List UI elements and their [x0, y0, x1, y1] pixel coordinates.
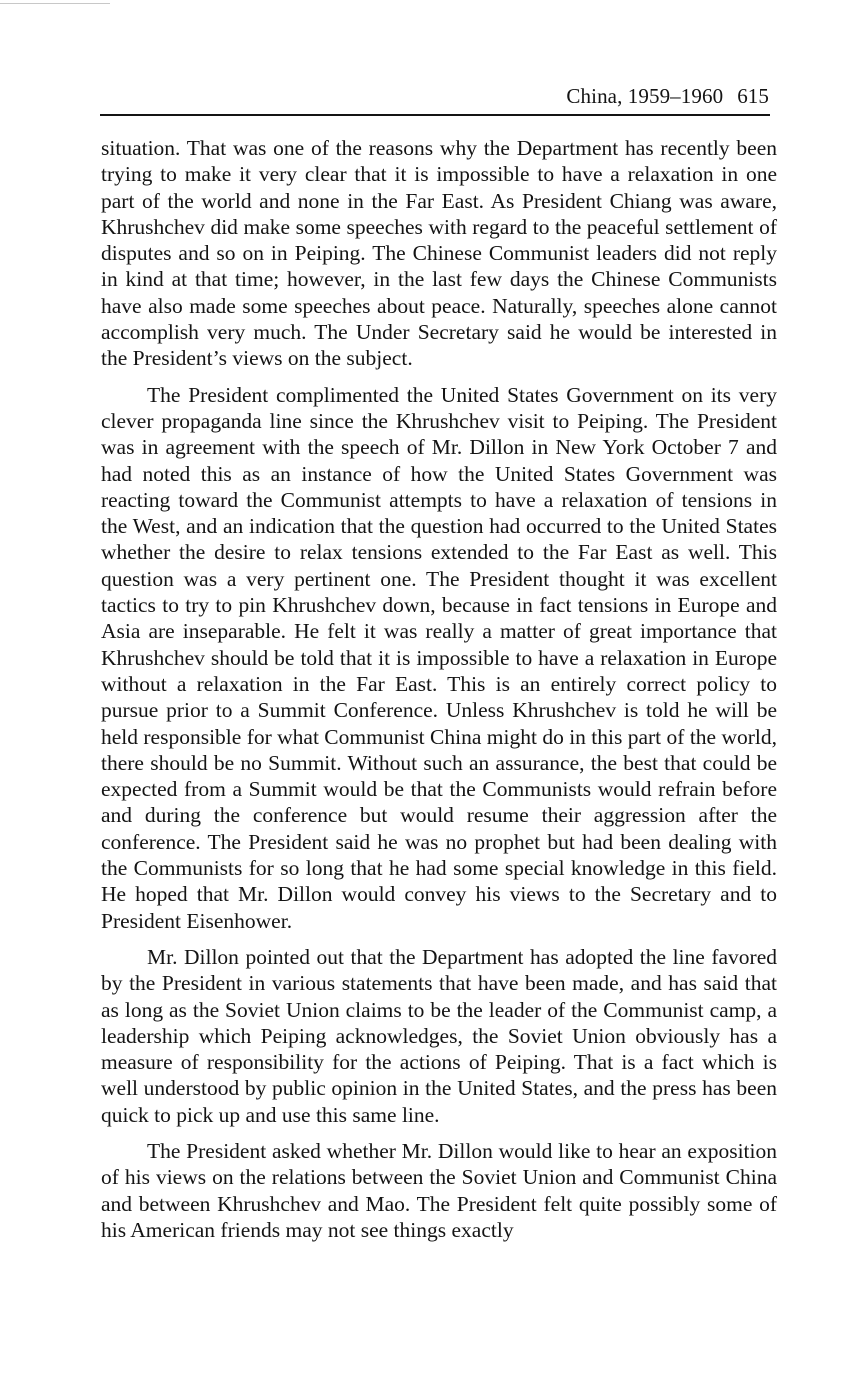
- running-title: China, 1959–1960: [566, 84, 724, 108]
- paragraph-president-compliments: The President complimented the United States Government on its very clever propaganda line since the Khrushchev visit to Peiping. The President was in agreement with the speech of Mr. Dillon in New York October 7 and had noted this as an instance of how the United States Government was reacting toward the Communist attempts to have a relaxation of tensions in the West, and an indication that the question had occurred to the United States whether the desire to relax tensions extended to the Far East as well. This question was a very pertinent one. The President thought it was excellent tactics to try to pin Khrushchev down, because in fact tensions in Europe and Asia are inseparable. He felt it was really a matter of great importance that Khrushchev should be told that it is impossible to have a relaxation in Europe without a relaxation in the Far East. This is an entirely correct policy to pursue prior to a Summit Conference. Unless Khrushchev is told he will be held responsible for what Communist China might do in this part of the world, there should be no Summit. Without such an assurance, the best that could be expected from a Summit would be that the Communists would refrain before and during the conference but would resume their aggression after the conference. The President said he was no prophet but had been dealing with the Communists for so long that he had some special knowledge in this field. He hoped that Mr. Dillon would convey his views to the Secretary and to President Eisenhower.: [101, 382, 777, 933]
- paragraph-continued: situation. That was one of the reasons why the Department has recently been trying to make it very clear that it is impossible to have a relaxation in one part of the world and none in the Far East. As President Chiang was aware, Khrushchev did make some speeches with regard to the peaceful settlement of disputes and so on in Peiping. The Chinese Communist leaders did not reply in kind at that time; however, in the last few days the Chinese Communists have also made some speeches about peace. Naturally, speeches alone cannot accomplish very much. The Under Secretary said he would be interested in the President’s views on the subject.: [101, 136, 777, 371]
- body-text: [101, 135, 777, 1253]
- running-header: [566, 83, 769, 109]
- paragraph-president-asks: The President asked whether Mr. Dillon would like to hear an exposition of his views on the relations between the Soviet Union and Communist China and between Khrushchev and Mao. The President felt quite possibly some of his American friends may not see things exactly: [101, 1138, 777, 1242]
- scan-edge-mark: [0, 3, 110, 4]
- paragraph-dillon-response: Mr. Dillon pointed out that the Department has adopted the line favored by the President in various statements that have been made, and has said that as long as the Soviet Union claims to be the leader of the Communist camp, a leadership which Peiping acknowledges, the Soviet Union obviously has a measure of responsibility for the actions of Peiping. That is a fact which is well understood by public opinion in the United States, and the press has been quick to pick up and use this same line.: [101, 944, 777, 1127]
- header-rule: [100, 114, 770, 116]
- page-number: 615: [737, 84, 769, 108]
